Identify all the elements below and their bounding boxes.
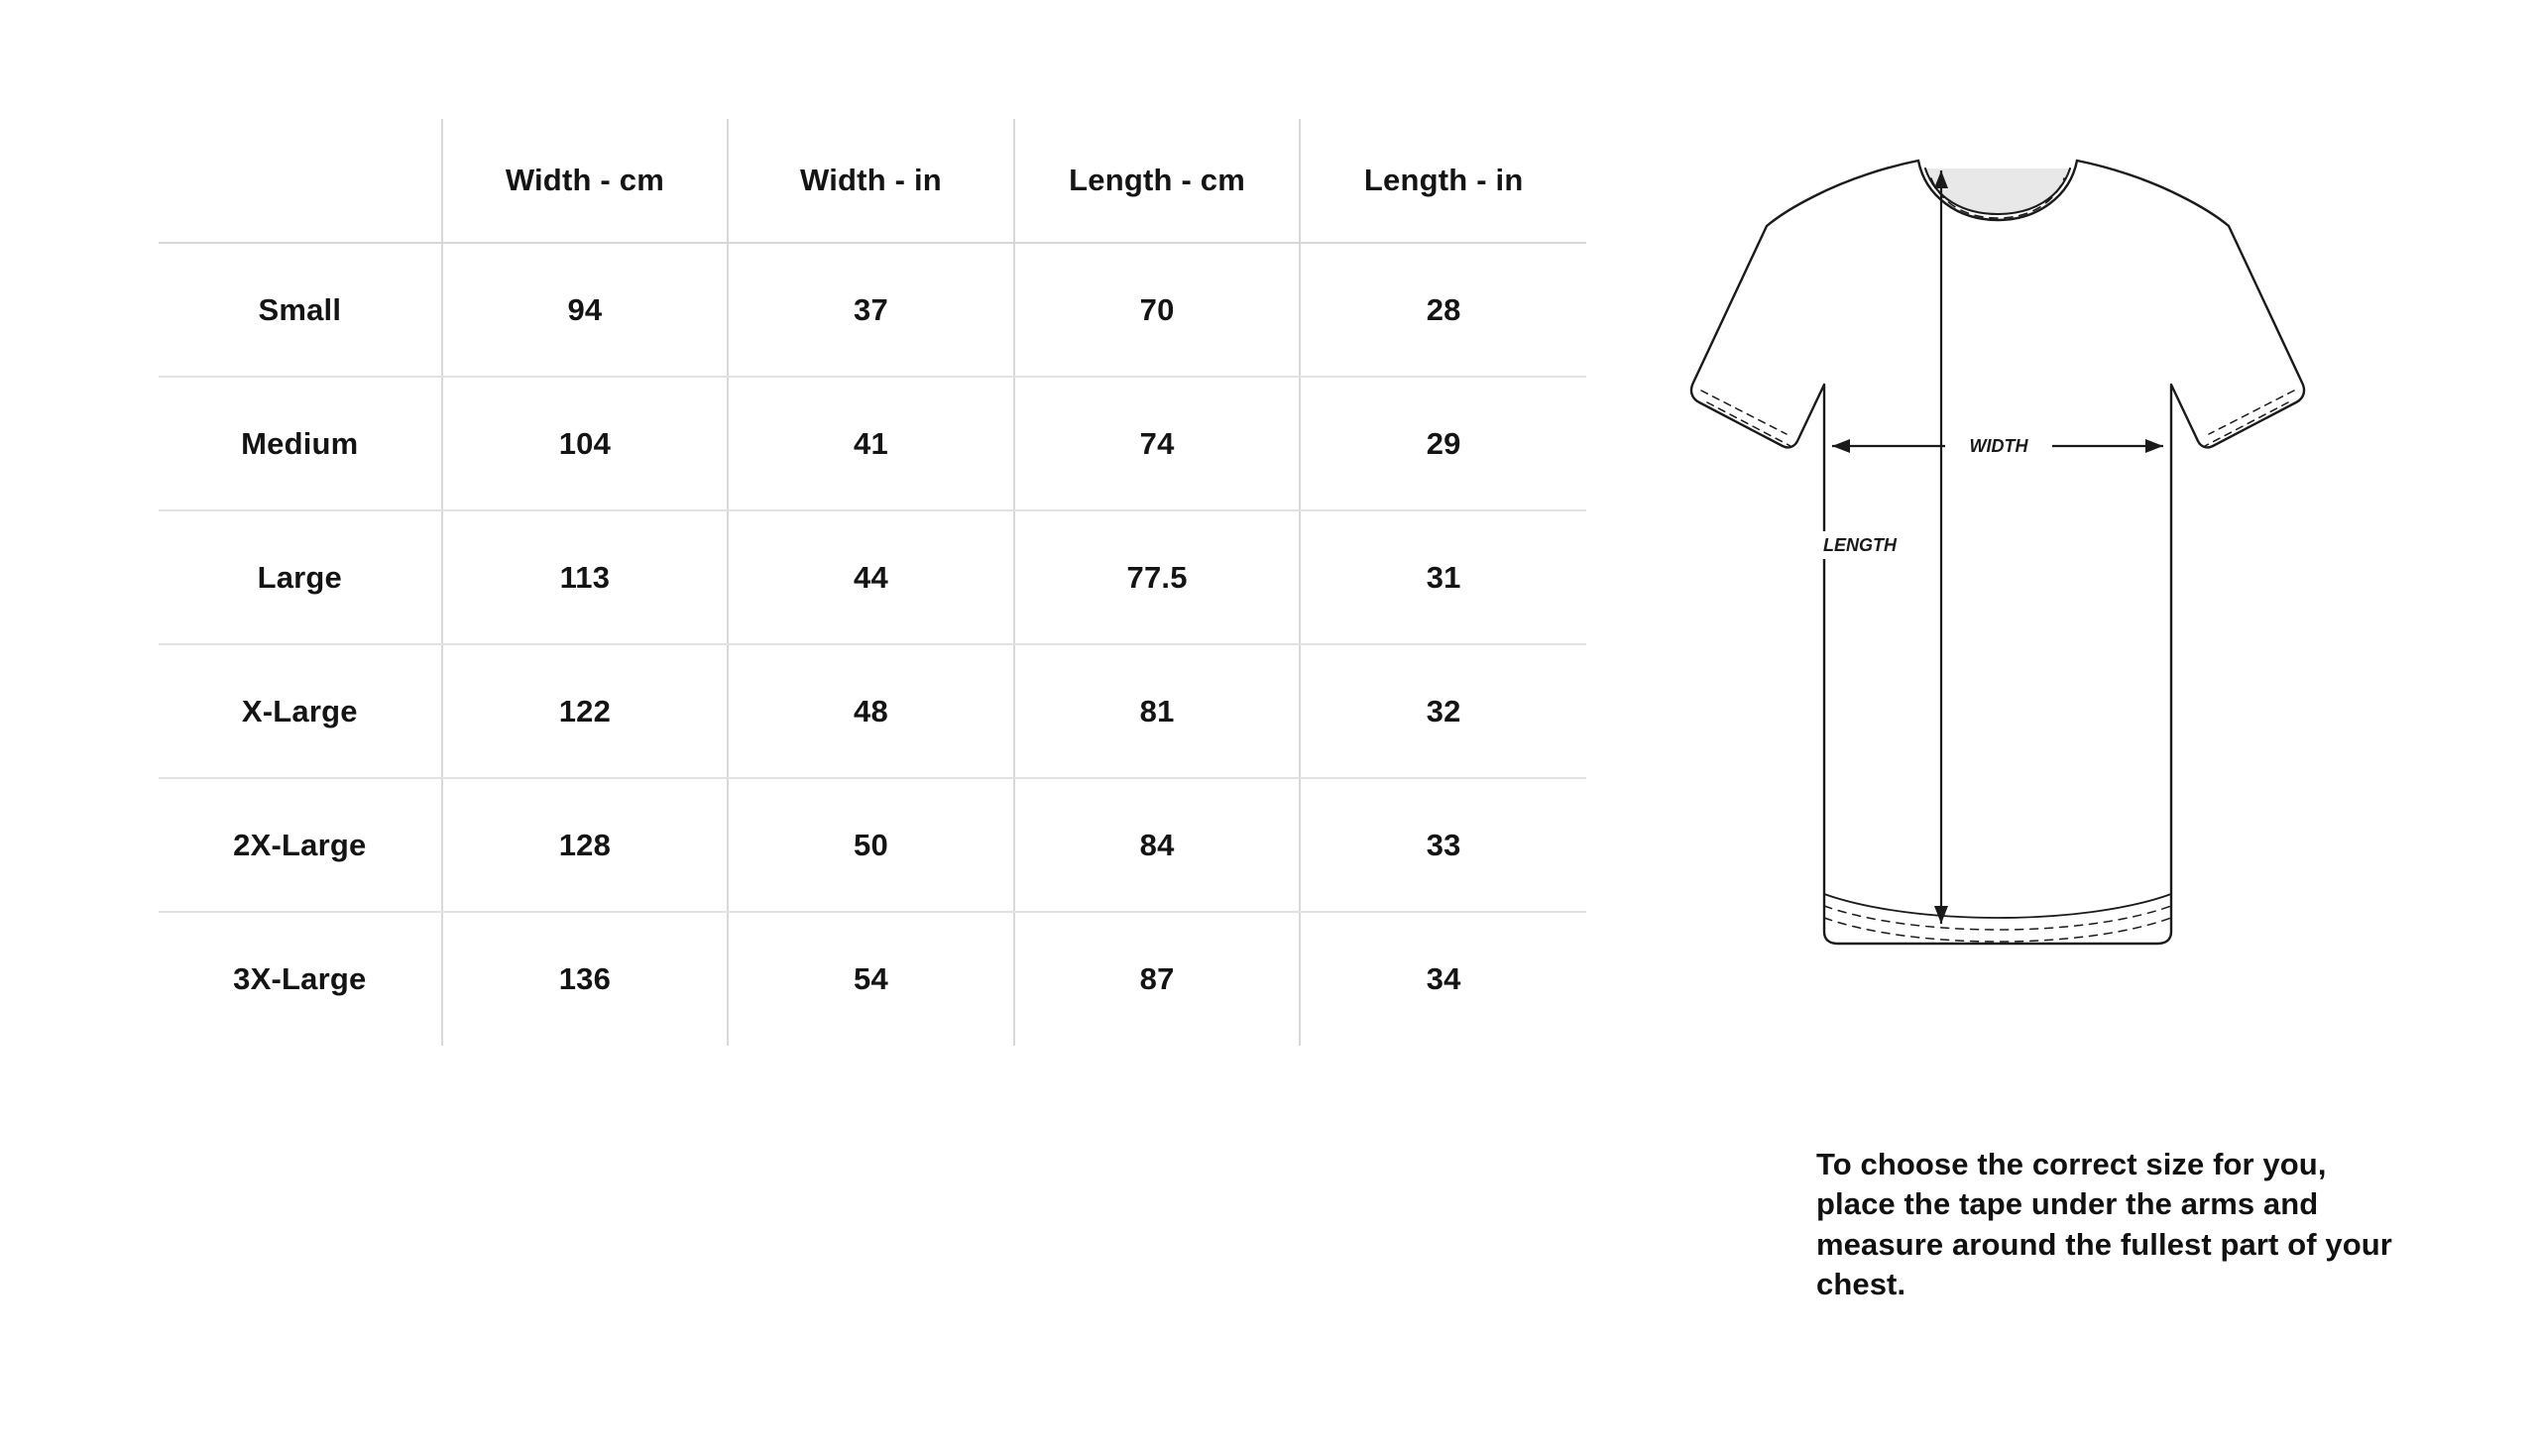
column-header-width-cm: Width - cm (442, 119, 729, 243)
measurement-instructions: To choose the correct size for you, place the tape under the arms and measure around the fullest part of your chest. (1816, 1147, 2392, 1301)
cell-medium-width-cm: 104 (442, 377, 729, 510)
size-chart-table-container (159, 119, 1586, 1046)
table-header (159, 119, 1586, 243)
cell-2x-large-width-in: 50 (728, 778, 1014, 912)
cell-3x-large-width-in: 54 (728, 912, 1014, 1046)
table-row (159, 912, 1586, 1046)
cell-large-length-cm: 77.5 (1014, 510, 1301, 644)
tshirt-outline-icon (1675, 149, 2320, 1011)
cell-medium-length-in: 29 (1300, 377, 1586, 510)
table-row (159, 510, 1586, 644)
cell-large-width-cm: 113 (442, 510, 729, 644)
cell-small-length-cm: 70 (1014, 243, 1301, 377)
cell-small-length-in: 28 (1300, 243, 1586, 377)
size-chart-table (159, 119, 1586, 1046)
table-row (159, 778, 1586, 912)
cell-x-large-width-cm: 122 (442, 644, 729, 778)
cell-2x-large-width-cm: 128 (442, 778, 729, 912)
length-label: LENGTH (1823, 535, 1897, 555)
table-corner-cell (159, 119, 442, 243)
column-header-width-in: Width - in (728, 119, 1014, 243)
width-label: WIDTH (1969, 436, 2028, 456)
table-row (159, 243, 1586, 377)
row-label-small: Small (159, 243, 442, 377)
cell-2x-large-length-cm: 84 (1014, 778, 1301, 912)
row-label-medium: Medium (159, 377, 442, 510)
cell-small-width-in: 37 (728, 243, 1014, 377)
cell-large-length-in: 31 (1300, 510, 1586, 644)
cell-x-large-width-in: 48 (728, 644, 1014, 778)
cell-large-width-in: 44 (728, 510, 1014, 644)
cell-x-large-length-cm: 81 (1014, 644, 1301, 778)
row-label-2x-large: 2X-Large (159, 778, 442, 912)
row-label-3x-large: 3X-Large (233, 961, 367, 996)
cell-medium-width-in: 41 (728, 377, 1014, 510)
column-header-length-in: Length - in (1300, 119, 1586, 243)
cell-2x-large-length-in: 33 (1300, 778, 1586, 912)
cell-x-large-length-in: 32 (1300, 644, 1586, 778)
cell-medium-length-cm: 74 (1014, 377, 1301, 510)
tshirt-diagram (1675, 149, 2320, 704)
column-header-length-cm: Length - cm (1014, 119, 1301, 243)
cell-3x-large-width-cm: 136 (442, 912, 729, 1046)
cell-3x-large-length-in: 34 (1300, 912, 1586, 1046)
table-row (159, 644, 1586, 778)
table-body (159, 243, 1586, 1046)
cell-3x-large-length-cm: 87 (1014, 912, 1301, 1046)
cell-small-width-cm: 94 (442, 243, 729, 377)
row-label-large: Large (159, 510, 442, 644)
table-header-row (159, 119, 1586, 243)
table-row (159, 377, 1586, 510)
row-label-x-large: X-Large (159, 644, 442, 778)
